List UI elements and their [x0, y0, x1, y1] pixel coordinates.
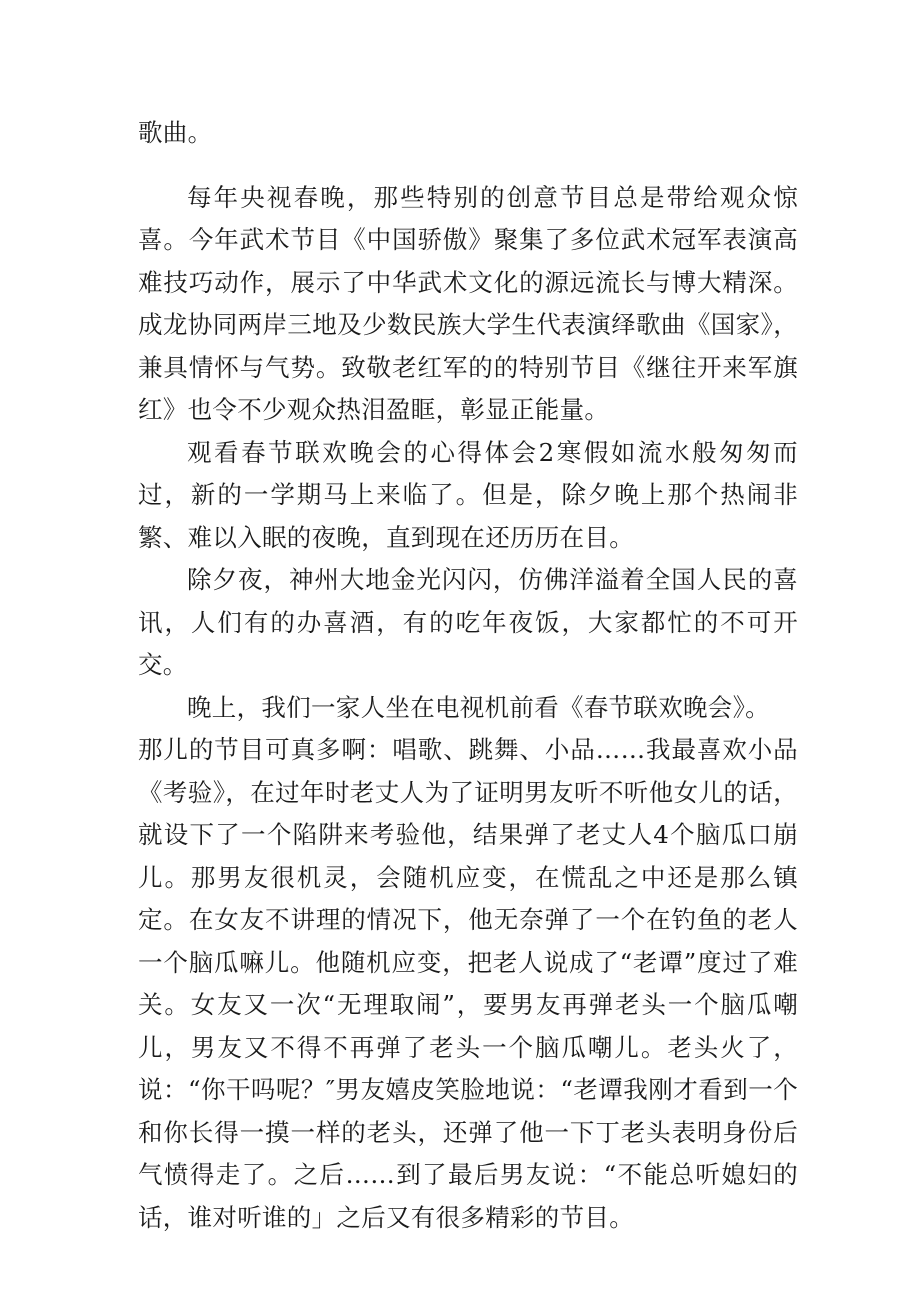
paragraph-sketch-story: 那儿的节目可真多啊：唱歌、跳舞、小品……我最喜欢小品《考验》，在过年时老丈人为了证明男友听不听他女儿的话，就设下了一个陷阱来考验他，结果弹了老丈人4个脑瓜口崩儿。那男友很机灵，会随机应变，在慌乱之中还是那么镇定。在女友不讲理的情况下，他无奈弹了一个在钓鱼的老人一个脑瓜嘛儿。他随机应变，把老人说成了“老谭”度过了难关。女友又一次“无理取闹”，要男友再弹老头一个脑瓜嘲儿，男友又不得不再弹了老头一个脑瓜嘲儿。老头火了，说：“你干吗呢？″男友嬉皮笑脸地说：“老谭我刚才看到一个和你长得一摸一样的老头，还弹了他一下丁老头表明身份后气愤得走了。之后……到了最后男友说：“不能总听媳妇的话，谁对听谁的」之后又有很多精彩的节目。	[138, 735, 798, 1232]
paragraph-spring-gala-programs: 每年央视春晚，那些特别的创意节目总是带给观众惊喜。今年武术节目《中国骄傲》聚集了多位武术冠军表演高难技巧动作，展示了中华武术文化的源远流长与博大精深。成龙协同两岸三地及少数民族大学生代表演绎歌曲《国家》，兼具情怀与气势。致敬老红军的的特别节目《继往开来军旗红》也令不少观众热泪盈眶，彰显正能量。	[138, 182, 798, 424]
paragraph-continuation: 歌曲。	[138, 118, 213, 147]
paragraph-watching-gala: 晚上，我们一家人坐在电视机前看《春节联欢晚会》。	[187, 692, 770, 722]
paragraph-reflection-title: 观看春节联欢晚会的心得体会2寒假如流水般匆匆而过，新的一学期马上来临了。但是，除夕晚上那个热闹非繁、难以入眠的夜晚，直到现在还历历在目。	[138, 437, 798, 552]
paragraph-new-year-eve: 除夕夜，神州大地金光闪闪，仿佛洋溢着全国人民的喜讯，人们有的办喜酒，有的吃年夜饭，大家都忙的不可开交。	[138, 565, 798, 679]
body-text	[138, 112, 798, 1239]
